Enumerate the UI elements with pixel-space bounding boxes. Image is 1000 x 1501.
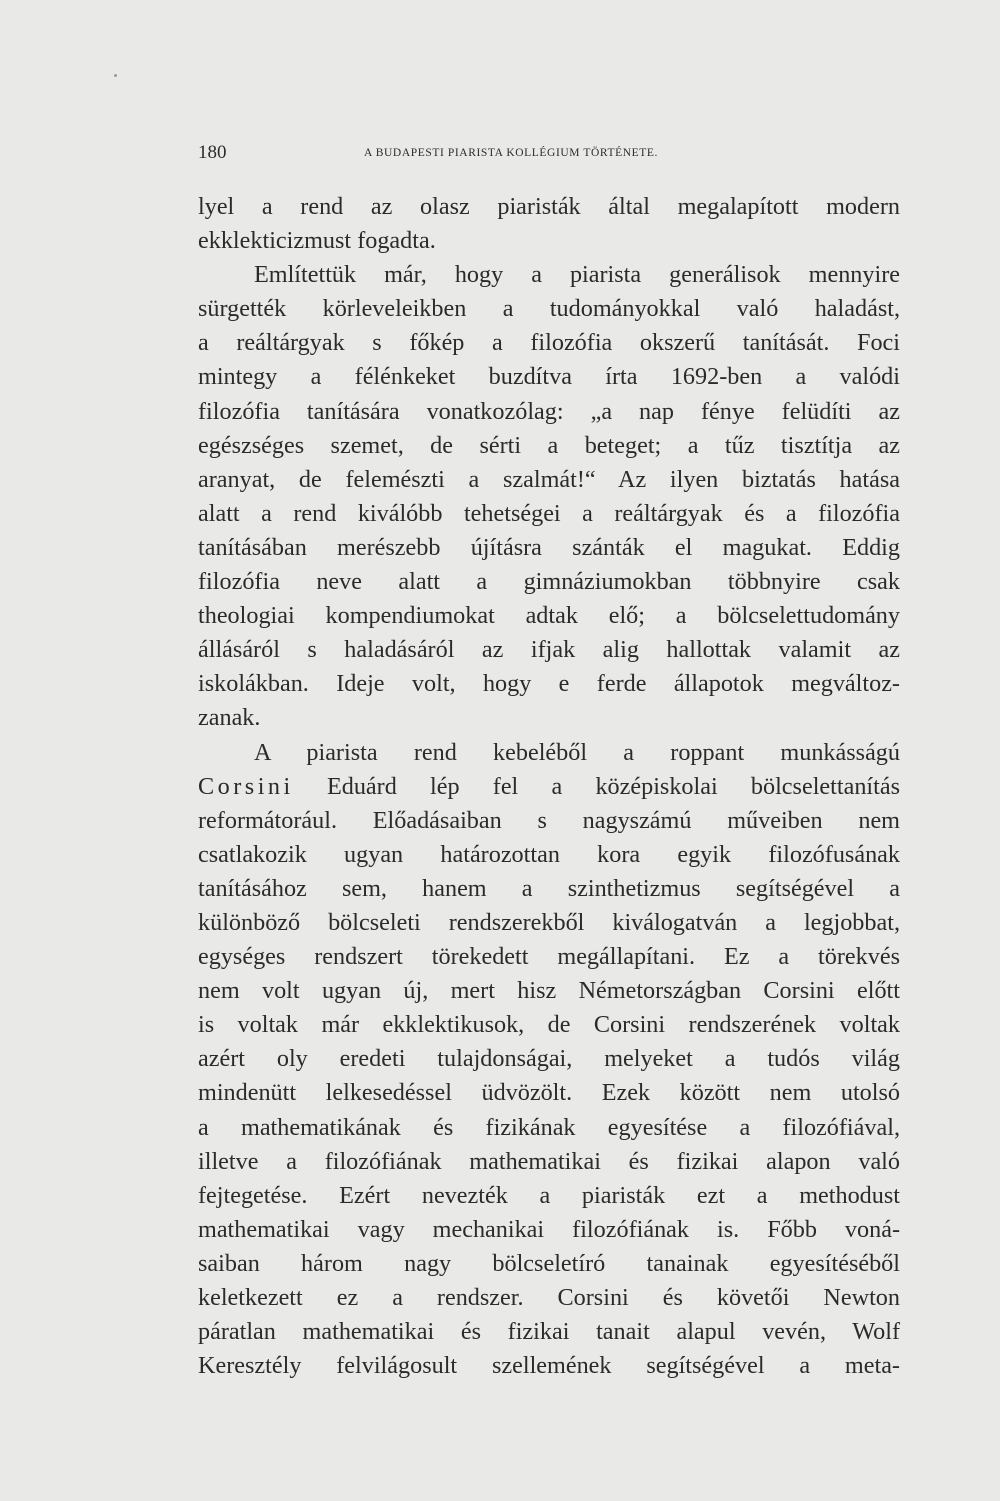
text-line: tanításában merészebb újításra szánták el magukat. Eddig <box>198 533 900 561</box>
text-line: theologiai kompendiumokat adtak elő; a bölcselettudomány <box>198 602 900 630</box>
text-line: mathematikai vagy mechanikai filozófiának is. Főbb voná- <box>198 1215 900 1243</box>
text-line: keletkezett ez a rendszer. Corsini és követői Newton <box>198 1284 900 1311</box>
text-line: a reáltárgyak s főkép a filozófia okszerű tanítását. Foci <box>198 329 900 357</box>
text-line: mintegy a félénkeket buzdítva írta 1692-ben a valódi <box>198 363 900 391</box>
page-header <box>198 143 900 163</box>
text-line: a mathematikának és fizikának egyesítése a filozófiával, <box>198 1113 900 1141</box>
running-title: A BUDAPESTI PIARISTA KOLLÉGIUM TÖRTÉNETE. <box>364 147 658 159</box>
text-line: egészséges szemet, de sérti a beteget; a tűz tisztítja az <box>198 431 900 459</box>
text-line: is voltak már ekklektikusok, de Corsini rendszerének voltak <box>198 1011 900 1039</box>
text-line: alatt a rend kiválóbb tehetségei a reáltárgyak és a filozófia <box>198 499 900 527</box>
text-line: sürgették körleveleikben a tudományokkal való haladást, <box>198 295 900 323</box>
text-line: aranyat, de felemészti a szalmát!“ Az ilyen biztatás hatása <box>198 465 900 493</box>
text-line: különböző bölcseleti rendszerekből kiválogatván a legjobbat, <box>198 908 900 936</box>
text-line: Keresztély felvilágosult szellemének segítségével a meta- <box>198 1352 900 1380</box>
text-line-rest: Eduárd lép fel a középiskolai bölcselettanítás <box>326 772 901 800</box>
text-line: mindenütt lelkesedéssel üdvözölt. Ezek között nem utolsó <box>198 1079 900 1107</box>
text-line: filozófia tanítására vonatkozólag: „a nap fénye felüdíti az <box>198 397 900 425</box>
body-text <box>198 190 900 1383</box>
page-number: 180 <box>198 142 227 163</box>
text-line: azért oly eredeti tulajdonságai, melyeket a tudós világ <box>198 1045 900 1073</box>
paper-speck <box>114 74 117 77</box>
text-line: állásáról s haladásáról az ifjak alig hallottak valamit az <box>198 636 900 664</box>
text-line: ekklekticizmust fogadta. <box>198 227 436 255</box>
text-line: illetve a filozófiának mathematikai és fizikai alapon való <box>198 1147 900 1175</box>
text-line: iskolákban. Ideje volt, hogy e ferde állapotok megváltoz- <box>198 670 900 698</box>
text-line: egységes rendszert törekedett megállapítani. Ez a törekvés <box>198 943 900 971</box>
text-line: zanak. <box>198 704 261 732</box>
text-line: A piarista rend kebeléből a roppant munkásságú <box>254 738 900 766</box>
text-line: Említettük már, hogy a piarista generálisok mennyire <box>254 261 900 289</box>
text-line: lyel a rend az olasz piaristák által megalapított modern <box>198 193 900 220</box>
text-line: fejtegetése. Ezért nevezték a piaristák ezt a methodust <box>198 1181 900 1209</box>
text-line: csatlakozik ugyan határozottan kora egyik filozófusának <box>198 840 900 868</box>
text-line <box>198 770 900 804</box>
text-line: tanításához sem, hanem a szinthetizmus segítségével a <box>198 874 900 902</box>
text-line: páratlan mathematikai és fizikai tanait alapul vevén, Wolf <box>198 1318 900 1346</box>
spaced-name: Corsini <box>198 772 294 800</box>
text-line: saiban három nagy bölcseletíró tanainak egyesítéséből <box>198 1249 900 1277</box>
text-line: filozófia neve alatt a gimnáziumokban többnyire csak <box>198 568 900 596</box>
text-line: reformátorául. Előadásaiban s nagyszámú műveiben nem <box>198 806 900 834</box>
text-line: nem volt ugyan új, mert hisz Németországban Corsini előtt <box>198 977 900 1005</box>
